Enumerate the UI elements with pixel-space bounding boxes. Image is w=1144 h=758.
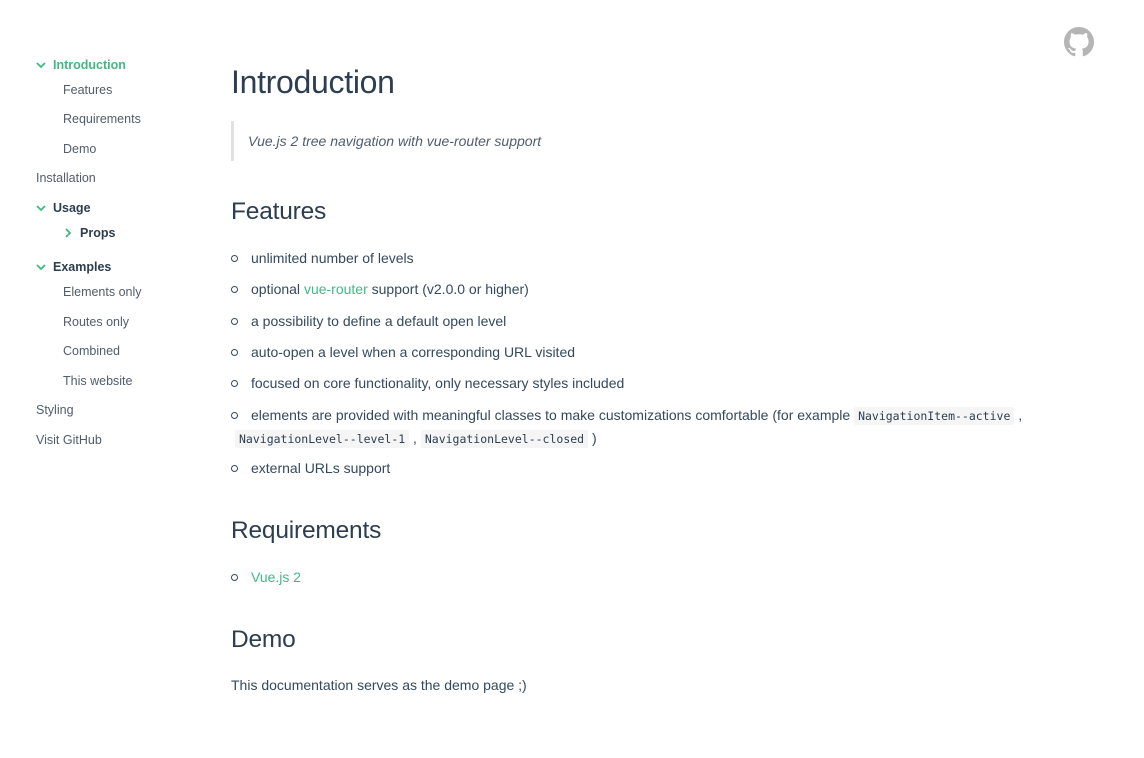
- sidebar-item-elements-only[interactable]: [63, 285, 142, 299]
- bullet-icon: [231, 318, 238, 325]
- sidebar-item-label: Demo: [63, 142, 97, 156]
- text-fragment: ,: [1014, 407, 1023, 423]
- text-fragment: elements are provided with meaningful classes to make customizations comfortable (for example: [251, 407, 855, 423]
- chevron-right-icon: [63, 226, 75, 240]
- sidebar-item-label: Examples: [53, 260, 112, 274]
- code-snippet: NavigationLevel--closed: [421, 430, 588, 448]
- requirements-heading: Requirements: [231, 517, 382, 544]
- sidebar-item-usage[interactable]: [36, 201, 91, 215]
- chevron-down-icon: [36, 260, 48, 274]
- list-item-text: [251, 566, 301, 588]
- sidebar-item-requirements[interactable]: [63, 112, 141, 126]
- sidebar-item-installation[interactable]: [36, 171, 96, 185]
- text-fragment: support (v2.0.0 or higher): [367, 281, 529, 297]
- text-fragment: optional: [251, 281, 304, 297]
- list-item-text: external URLs support: [251, 460, 391, 476]
- list-item-text: [251, 404, 1022, 427]
- sidebar-item-this-website[interactable]: [63, 374, 132, 388]
- vue-router-link[interactable]: vue-router: [303, 281, 368, 297]
- bullet-icon: [231, 574, 238, 581]
- features-heading: Features: [231, 198, 327, 225]
- sidebar: [0, 0, 200, 758]
- sidebar-item-visit-github[interactable]: [36, 433, 102, 447]
- sidebar-item-label: Visit GitHub: [36, 433, 102, 447]
- sidebar-item-styling[interactable]: [36, 403, 74, 417]
- sidebar-item-label: Requirements: [63, 112, 141, 126]
- sidebar-item-features[interactable]: [63, 83, 112, 97]
- sidebar-item-introduction[interactable]: [36, 58, 126, 72]
- chevron-down-icon: [36, 201, 48, 215]
- demo-heading: Demo: [231, 626, 296, 653]
- blockquote-text: Vue.js 2 tree navigation with vue-router support: [248, 133, 542, 149]
- sidebar-item-label: Usage: [53, 201, 91, 215]
- list-item-text: [251, 278, 529, 300]
- bullet-icon: [231, 380, 238, 387]
- sidebar-item-label: This website: [63, 374, 133, 388]
- text-fragment: ): [588, 430, 597, 446]
- sidebar-item-label: Styling: [36, 403, 74, 417]
- page-title: Introduction: [231, 64, 395, 100]
- list-item: [231, 404, 1091, 450]
- code-snippet: NavigationLevel--level-1: [235, 430, 409, 448]
- sidebar-item-label: Combined: [63, 344, 120, 358]
- sidebar-item-routes-only[interactable]: [63, 315, 129, 329]
- sidebar-item-demo[interactable]: [63, 142, 96, 156]
- text-fragment: ,: [409, 430, 421, 446]
- vuejs-link[interactable]: Vue.js 2: [251, 569, 302, 585]
- bullet-icon: [231, 255, 238, 262]
- bullet-icon: [231, 412, 238, 419]
- code-snippet: NavigationItem--active: [854, 407, 1014, 425]
- demo-text: This documentation serves as the demo page ;): [231, 677, 527, 693]
- sidebar-item-label: Routes only: [63, 315, 130, 329]
- sidebar-item-label: Features: [63, 83, 113, 97]
- list-item-text: auto-open a level when a corresponding URL visited: [251, 344, 576, 360]
- sidebar-item-props[interactable]: [63, 226, 115, 240]
- sidebar-item-label: Elements only: [63, 285, 142, 299]
- chevron-down-icon: [36, 58, 48, 72]
- sidebar-item-examples[interactable]: [36, 260, 111, 274]
- list-item-text: focused on core functionality, only necessary styles included: [251, 375, 625, 391]
- bullet-icon: [231, 349, 238, 356]
- intro-blockquote: [231, 121, 831, 161]
- sidebar-item-label: Installation: [36, 171, 96, 185]
- sidebar-item-label: Introduction: [53, 58, 126, 72]
- bullet-icon: [231, 286, 238, 293]
- github-icon[interactable]: [1064, 27, 1094, 57]
- list-item-text: a possibility to define a default open level: [251, 313, 507, 329]
- sidebar-item-combined[interactable]: [63, 344, 120, 358]
- bullet-icon: [231, 465, 238, 472]
- list-item-text: unlimited number of levels: [251, 250, 414, 266]
- list-item-text-continued: [235, 427, 597, 450]
- sidebar-item-label: Props: [80, 226, 116, 240]
